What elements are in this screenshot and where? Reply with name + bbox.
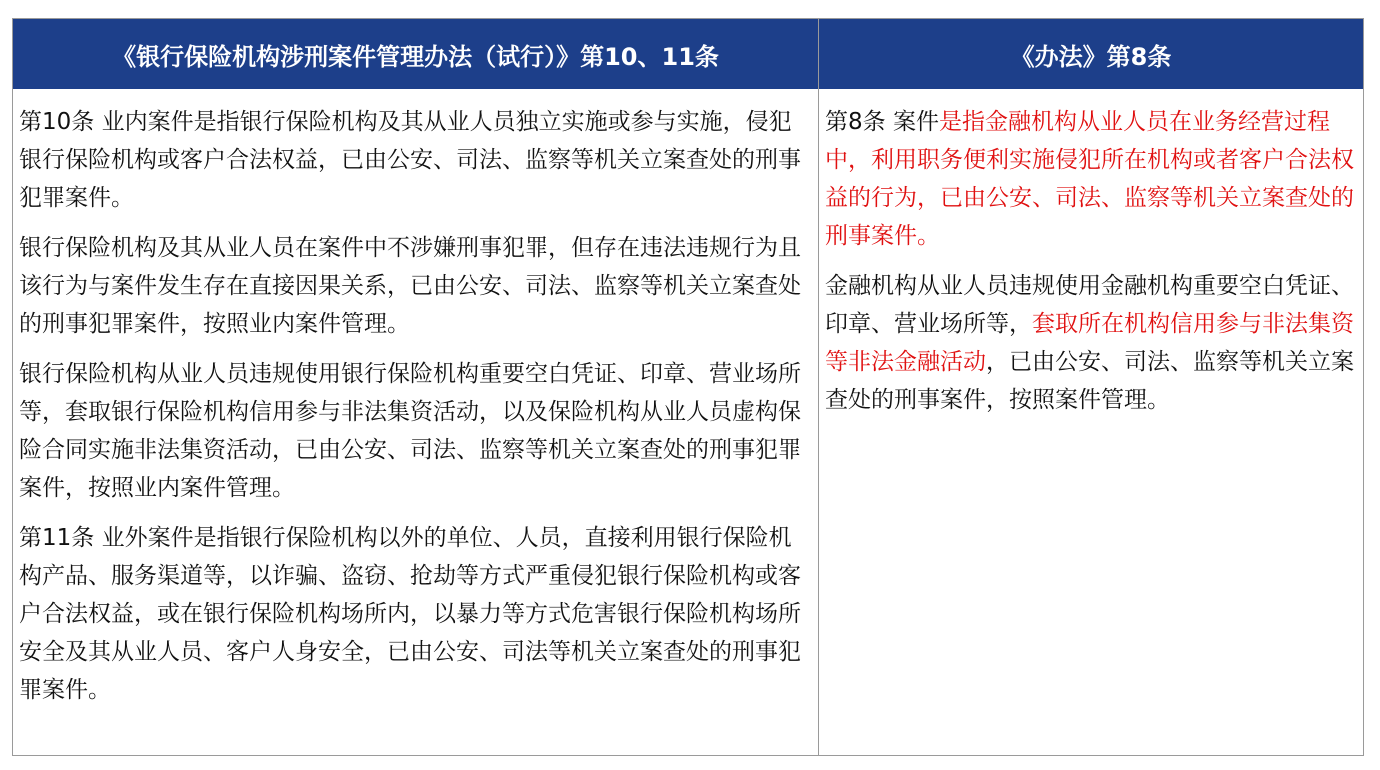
article-8-p2-suffix: ，已由公安、司法、监察等机关立案查处的刑事案件，按照案件管理。 xyxy=(825,349,1354,413)
article-10-paragraph-3: 银行保险机构从业人员违规使用银行保险机构重要空白凭证、印章、营业场所等，套取银行保险机构信用参与非法集资活动，以及保险机构从业人员虚构保险合同实施非法集资活动，已由公安、司法、监察等机关立案查处的刑事犯罪案件，按照业内案件管理。 xyxy=(19,361,801,501)
right-column-cell xyxy=(819,89,1363,755)
article-8-paragraph-1 xyxy=(825,103,1357,255)
article-10-paragraph-1: 第10条 业内案件是指银行保险机构及其从业人员独立实施或参与实施，侵犯银行保险机构或客户合法权益，已由公安、司法、监察等机关立案查处的刑事犯罪案件。 xyxy=(19,109,801,211)
article-8-p2-highlight: 套取所在机构信用参与非法集资等非法金融活动 xyxy=(825,311,1354,375)
article-8-highlight: 是指金融机构从业人员在业务经营过程中，利用职务便利实施侵犯所在机构或者客户合法权益的行为，已由公安、司法、监察等机关立案查处的刑事案件。 xyxy=(825,109,1354,249)
article-8-prefix: 第8条 案件 xyxy=(825,109,939,135)
article-10-paragraph-2: 银行保险机构及其从业人员在案件中不涉嫌刑事犯罪，但存在违法违规行为且该行为与案件发生存在直接因果关系，已由公安、司法、监察等机关立案查处的刑事犯罪案件，按照业内案件管理。 xyxy=(19,235,801,337)
article-8-p2-prefix: 金融机构从业人员违规使用金融机构重要空白凭证、印章、营业场所等， xyxy=(825,273,1354,337)
article-11-paragraph: 第11条 业外案件是指银行保险机构以外的单位、人员，直接利用银行保险机构产品、服务渠道等，以诈骗、盗窃、抢劫等方式严重侵犯银行保险机构或客户合法权益，或在银行保险机构场所内，以暴力等方式危害银行保险机构场所安全及其从业人员、客户人身安全，已由公安、司法等机关立案查处的刑事犯罪案件。 xyxy=(19,525,801,703)
header-right-title: 《办法》第8条 xyxy=(819,19,1363,89)
comparison-table xyxy=(12,18,1364,756)
left-column-cell xyxy=(13,89,819,755)
header-left-title: 《银行保险机构涉刑案件管理办法（试行）》第10、11条 xyxy=(13,19,819,89)
article-8-paragraph-2 xyxy=(825,267,1357,419)
